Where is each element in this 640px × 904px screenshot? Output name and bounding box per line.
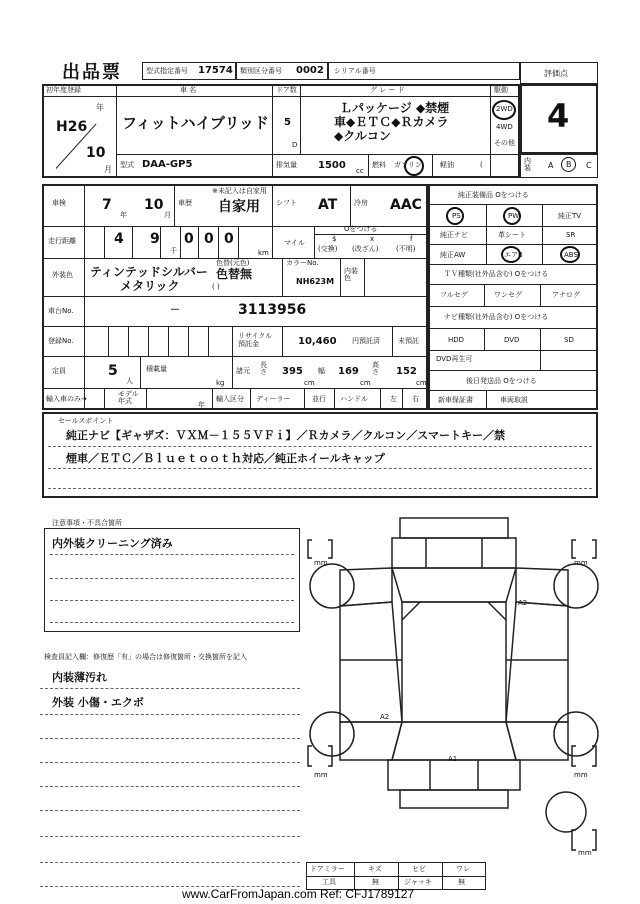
drive-label: 駆動: [494, 86, 508, 94]
mm-label-5: mm: [578, 849, 592, 857]
drive-2wd: 2WD: [496, 105, 513, 113]
fuel-gas: ガソリン: [394, 161, 422, 169]
mileage-digit-1: 4: [114, 231, 124, 247]
legend-mirror: ドアミラー: [310, 865, 345, 873]
legend-crack: ヒビ: [412, 865, 426, 873]
right-option: 右: [412, 395, 419, 403]
inspection-year-unit: 年: [120, 211, 127, 219]
equip-ps-circle: [446, 207, 464, 225]
equip-abs-circle: [560, 246, 580, 263]
repaint-value: 色替無: [216, 267, 253, 281]
displacement-unit: cc: [356, 167, 364, 175]
legend-jack: ジャッキ: [404, 878, 432, 886]
color-label: 外装色: [52, 271, 73, 279]
serial-label: シリアル番号: [334, 67, 376, 75]
month-label: 月: [104, 165, 112, 174]
mile-a-label: (交換): [318, 245, 338, 253]
equip-sr: SR: [566, 231, 576, 239]
mile-label: マイル: [284, 239, 305, 247]
model-cert-value: 17574: [198, 65, 233, 76]
length-value: 395: [282, 366, 303, 377]
equip-tv: 純正TV: [558, 212, 582, 220]
height-label: 高さ: [372, 361, 379, 376]
legend-tools: 工具: [322, 878, 336, 886]
mileage-digit-3: 0: [184, 231, 194, 247]
repaint-paren: ( ): [212, 283, 220, 291]
drive-4wd: 4WD: [496, 123, 513, 131]
first-reg-month: 10: [86, 145, 106, 161]
first-reg-year: H26: [56, 119, 88, 135]
shift-label: シフト: [276, 199, 297, 207]
fuel-gas-circle: [404, 156, 424, 176]
sales-points-line2: 煙車／ＥＴＣ／Ｂｌｕｅｔｏｏｔｈ対応／純正ホイールキャップ: [66, 452, 385, 465]
equip-abs: ABS: [564, 251, 578, 259]
chassis-dash: －: [170, 305, 180, 316]
history-note: ※未記入は自家用: [212, 187, 267, 195]
mile-c-label: (不明): [396, 245, 416, 253]
damage-mark-a2-left: A2: [380, 713, 390, 721]
mileage-unit-km: km: [258, 249, 269, 257]
damage-mark-a1: A1: [448, 755, 458, 763]
mm-label-4: mm: [574, 771, 588, 779]
grade-line3: ◆クルコン: [334, 129, 391, 143]
interior-label: 内装: [524, 157, 531, 172]
legend-scratch: キズ: [368, 865, 382, 873]
navi-dvd: DVD: [504, 336, 520, 344]
sales-points-line1: 純正ナビ【ギャザズ：ＶＸＭ－１５５ＶＦｉ】／Ｒカメラ／クルコン／スマートキー／禁: [66, 429, 506, 442]
type-value: DAA-GP5: [142, 159, 193, 170]
mm-label-3: mm: [314, 771, 328, 779]
inspection-month: 10: [144, 197, 164, 213]
model-year-label: モデル年式: [118, 390, 139, 405]
history-label: 車歴: [178, 199, 192, 207]
legend-tools-value: 無: [372, 878, 379, 886]
length-unit: cm: [304, 379, 315, 387]
capacity-value: 5: [108, 363, 118, 379]
score-label: 評価点: [544, 69, 568, 78]
name-label: 車 名: [180, 86, 197, 94]
width-label: 幅: [318, 367, 325, 375]
dims-label: 諸元: [236, 367, 250, 375]
left-option: 左: [390, 395, 397, 403]
aftermarket-header: 後日発送品 Oをつける: [466, 377, 537, 385]
recycle-not: 未預託: [398, 337, 419, 345]
doors-value: 5: [284, 117, 291, 128]
inspection-month-unit: 月: [164, 211, 171, 219]
width-value: 169: [338, 366, 359, 377]
color-line1: ティンテッドシルバー: [90, 265, 208, 279]
legend-jack-value: 無: [458, 878, 465, 886]
handle-label: ハンドル: [340, 395, 368, 403]
chassis-label: 車台No.: [48, 307, 74, 315]
repaint-label: 色替(元色): [216, 259, 250, 267]
inspector-label: 検査員記入欄：修復歴「有」の場合は修復箇所・交換箇所を記入: [44, 653, 247, 661]
interior-a: A: [548, 161, 554, 170]
color-no-value: NH623M: [296, 277, 335, 286]
aftermarket-manual: 車両取説: [500, 396, 528, 404]
parallel-option: 並行: [312, 395, 326, 403]
fuel-label: 燃料: [372, 161, 386, 169]
tv-oneseg: ワンセグ: [494, 291, 522, 299]
fuel-diesel: 軽油: [440, 161, 454, 169]
sales-points-label: セールスポイント: [58, 417, 114, 425]
capacity-unit: 人: [126, 377, 133, 385]
doors-unit: D: [292, 141, 298, 149]
import-label: 輸入車のみ→: [46, 395, 87, 403]
navi-sd: SD: [564, 336, 574, 344]
history-value: 自家用: [218, 199, 260, 215]
mm-label-1: mm: [314, 559, 328, 567]
equip-leather: 革シート: [498, 231, 526, 239]
equip-navi: 純正ナビ: [440, 231, 468, 239]
class-label: 類別区分番号: [240, 67, 282, 75]
length-label: 長さ: [260, 361, 267, 376]
grade-label: グ レ ー ド: [370, 86, 405, 94]
color-no-label: カラーNo.: [286, 259, 319, 267]
tv-analog: アナログ: [552, 291, 580, 299]
mileage-digit-2: 9: [150, 231, 160, 247]
equip-pw-circle: [503, 207, 521, 225]
color-line2: メタリック: [120, 279, 180, 293]
import-class-label: 輸入区分: [216, 395, 244, 403]
equip-pw: PW: [508, 212, 520, 220]
recycle-done: 円預託済: [352, 337, 380, 345]
displacement-value: 1500: [318, 160, 346, 171]
grade-line1: Ｌパッケージ ◆禁煙: [340, 101, 450, 115]
mile-b-label: (改ざん): [352, 245, 379, 253]
mark-note: Oをつける: [344, 225, 378, 233]
type-label: 型式: [120, 161, 134, 169]
ac-label: 冷房: [354, 199, 368, 207]
mileage-unit-thousand: 千: [170, 247, 177, 255]
page-title: 出品票: [62, 62, 122, 83]
model-year-unit: 年: [198, 401, 205, 409]
interior-color-label: 内装色: [344, 267, 358, 282]
mile-c: f: [410, 235, 413, 243]
mileage-label: 走行距離: [48, 237, 76, 245]
year-label: 年: [96, 103, 104, 112]
legend-dent: ワレ: [456, 865, 470, 873]
height-unit: cm: [416, 379, 427, 387]
mile-b: x: [370, 235, 375, 243]
tv-fullseg: フルセグ: [440, 291, 468, 299]
notes-line1: 内外装クリーニング済み: [52, 537, 173, 550]
mileage-digit-4: 0: [204, 231, 214, 247]
interior-b: B: [566, 160, 572, 169]
load-label: 積載量: [146, 365, 167, 373]
details-box: [42, 184, 428, 410]
equip-ps: PS: [452, 212, 461, 220]
first-reg-label: 初年度登録: [46, 86, 81, 94]
equip-airbag: エアB: [504, 251, 523, 259]
tv-header: ＴＶ種類(社外品含む) Oをつける: [444, 270, 549, 278]
drive-other: その他: [494, 139, 515, 147]
car-name: フィットハイブリッド: [122, 114, 269, 132]
inspection-label: 車検: [52, 199, 66, 207]
mileage-digit-5: 0: [224, 231, 234, 247]
width-unit: cm: [360, 379, 371, 387]
dvd-label: DVD再生可: [436, 355, 473, 363]
aftermarket-warranty: 新車保証書: [438, 396, 473, 404]
recycle-label: リサイクル預託金: [238, 332, 273, 349]
chassis-value: 3113956: [238, 302, 307, 318]
model-cert-label: 型式指定番号: [146, 67, 188, 75]
navi-hdd: HDD: [448, 336, 465, 344]
inspection-year: 7: [102, 197, 112, 213]
watermark: www.CarFromJapan.com Ref: CFJ1789127: [182, 887, 415, 901]
interior-c: C: [586, 161, 592, 170]
car-damage-diagram: [300, 510, 600, 870]
navi-header: ナビ種類(社外品含む) Oをつける: [444, 313, 549, 321]
shift-value: AT: [318, 197, 338, 213]
mm-label-2: mm: [574, 559, 588, 567]
notes-label: 注意事項・不具合箇所: [52, 519, 122, 527]
score-value: 4: [547, 97, 570, 135]
mile-a: $: [332, 235, 337, 243]
equip-airbag-circle: [501, 246, 521, 263]
grade-line2: 車◆ＥＴＣ◆Ｒカメラ: [334, 115, 449, 129]
displacement-label: 排気量: [276, 161, 297, 169]
damage-mark-a2-top: A2: [518, 599, 528, 607]
load-unit: kg: [216, 379, 225, 387]
reg-no-label: 登録No.: [48, 337, 74, 345]
doors-label: ドア数: [276, 86, 297, 94]
recycle-value: 10,460: [298, 336, 337, 347]
ac-value: AAC: [390, 197, 422, 213]
class-value: 0002: [296, 65, 324, 76]
equip-aw: 純正AW: [440, 251, 466, 259]
inspector-line1: 内装薄汚れ: [52, 671, 107, 684]
inspector-line2: 外装 小傷・エクボ: [52, 696, 144, 709]
dealer-option: ディーラー: [256, 395, 291, 403]
height-value: 152: [396, 366, 417, 377]
capacity-label: 定員: [52, 367, 66, 375]
equipment-header: 純正装備品 Oをつける: [458, 191, 529, 199]
